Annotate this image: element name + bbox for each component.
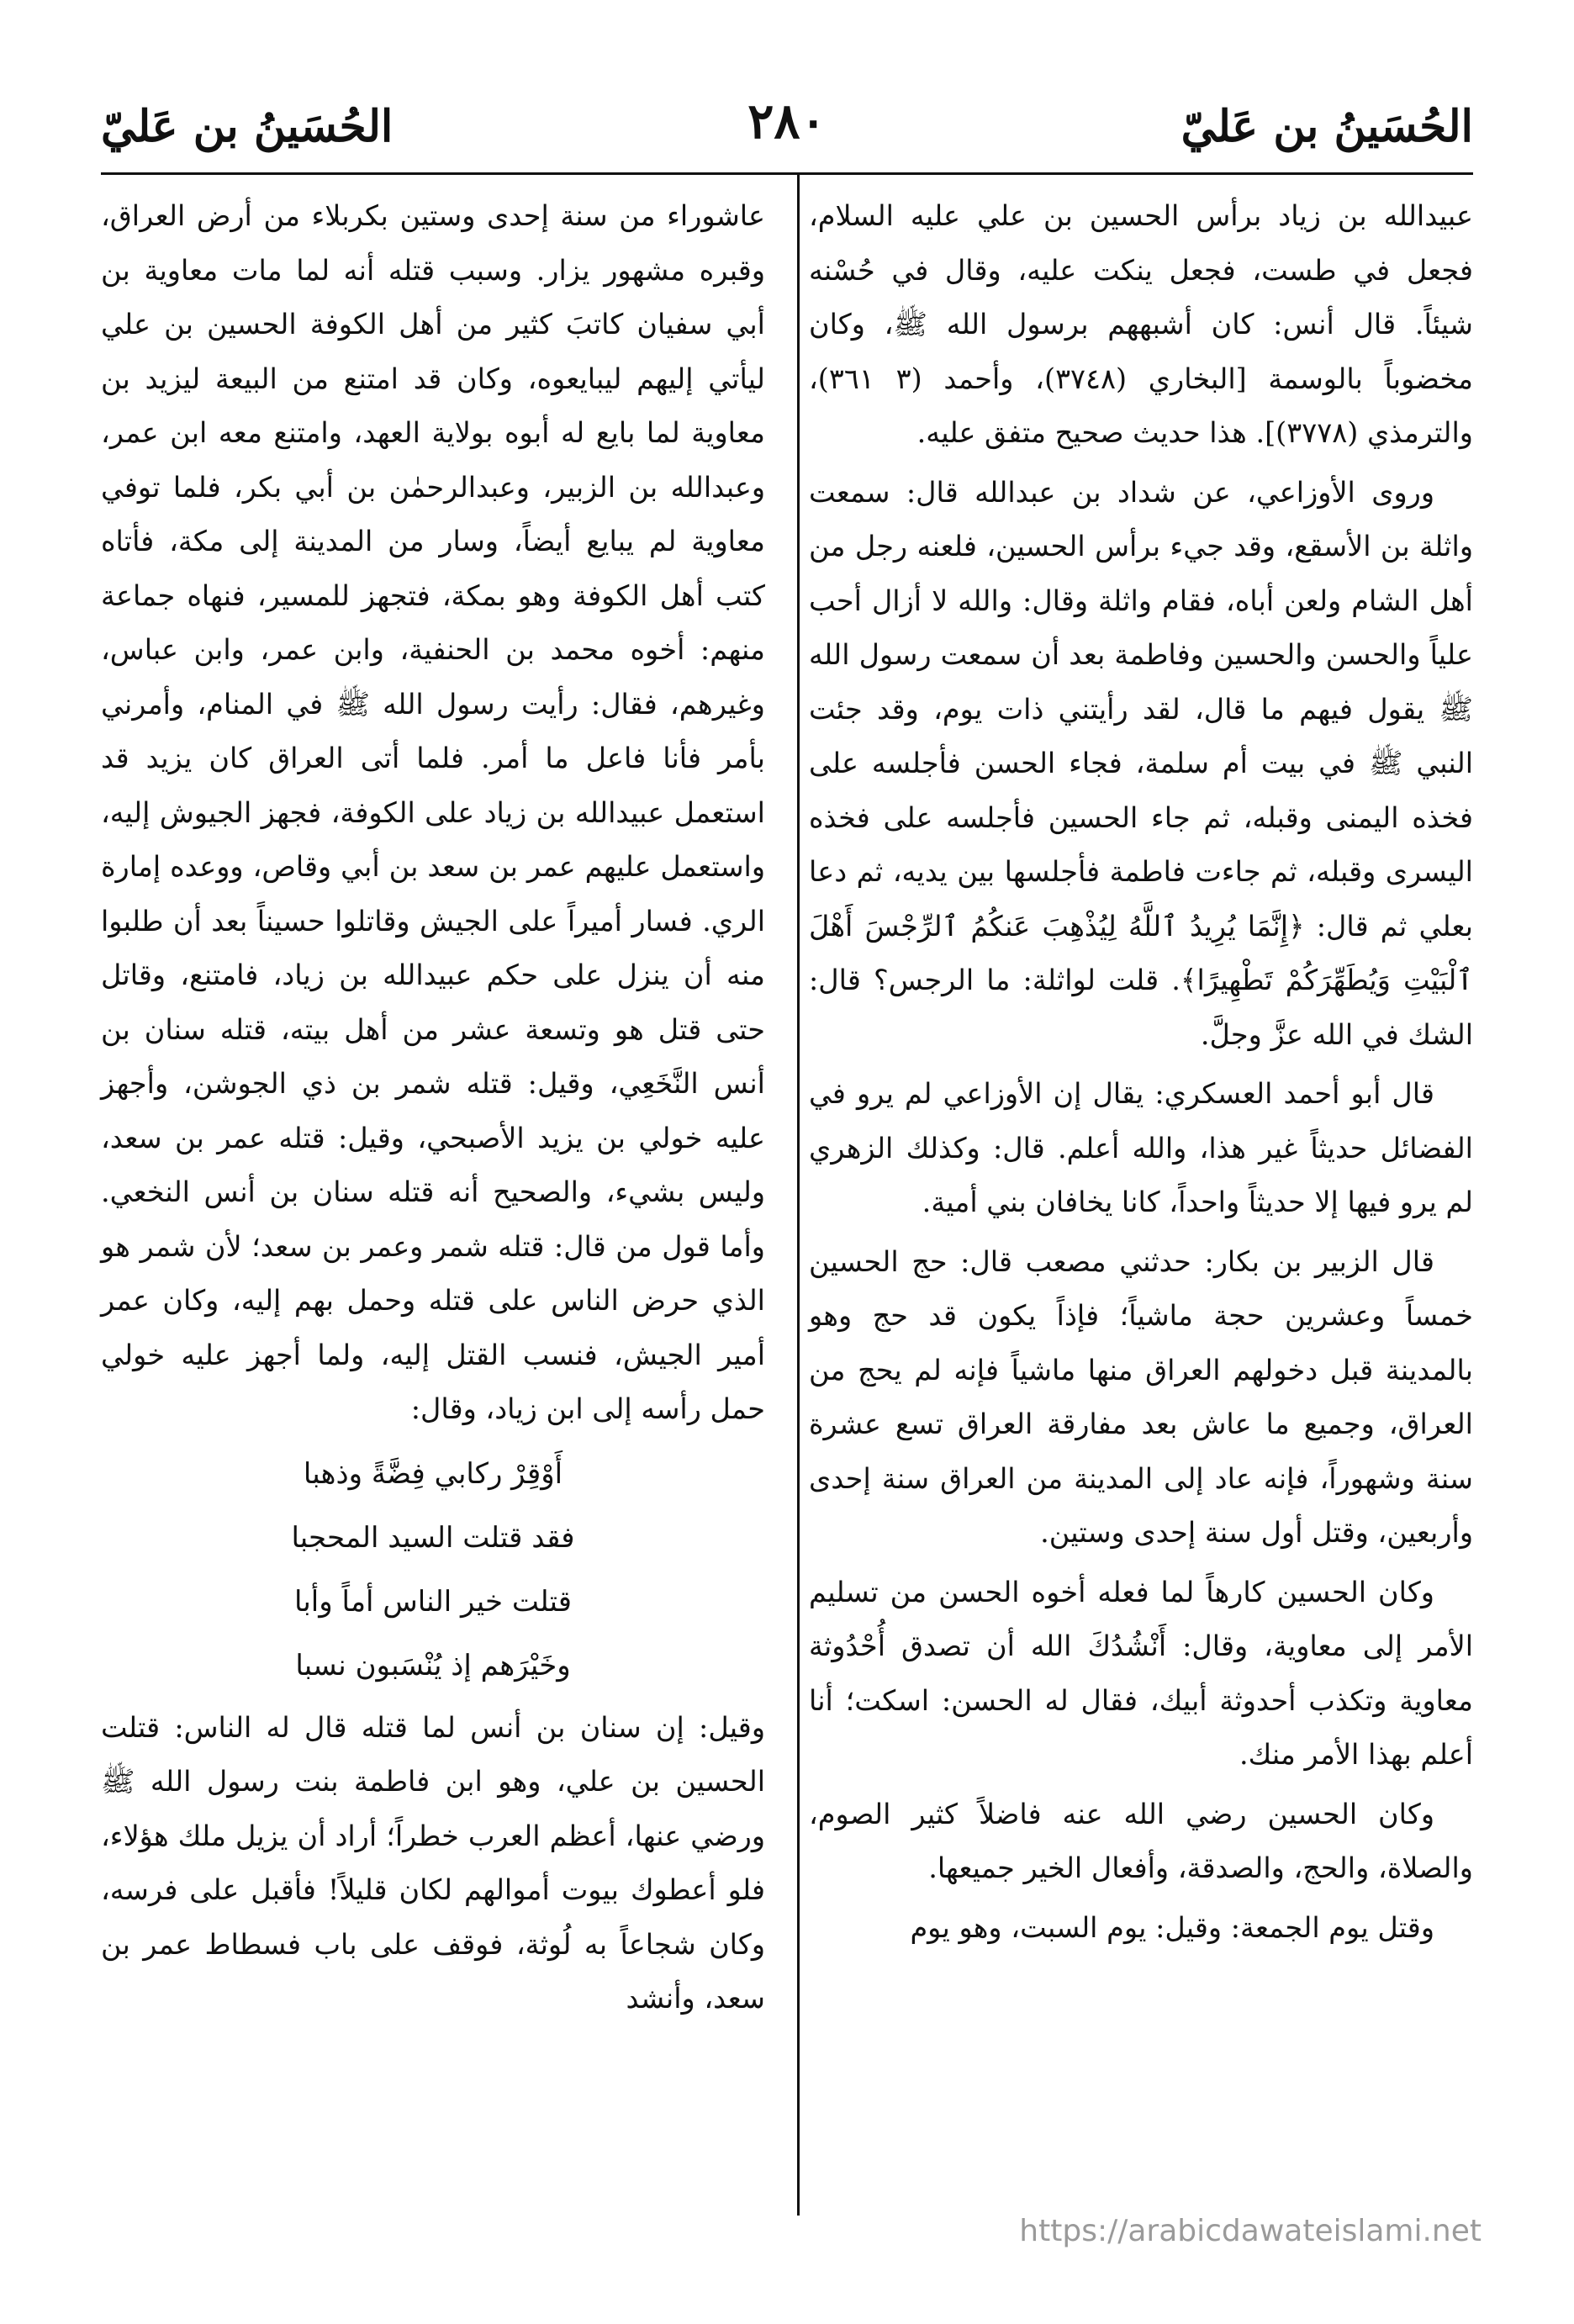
page-number: ٢٨٠ — [747, 92, 827, 150]
paragraph: وكان الحسين كارهاً لما فعله أخوه الحسن من تسليم الأمر إلى معاوية، وقال: أَنْشُدُكَ الله أن تصدق أُحْدُوثة معاوية وتكذب أحدوثة أبيك، فقال له الحسن: اسكت؛ أنا أعلم بهذا الأمر منك. — [809, 1575, 1473, 1771]
paragraph: وقتل يوم الجمعة: وقيل: يوم السبت، وهو يوم — [910, 1910, 1434, 1944]
right-column — [809, 189, 1473, 1960]
paragraph: قال الزبير بن بكار: حدثني مصعب قال: حج الحسين خمساً وعشرين حجة ماشياً؛ فإذاً يكون قد حج وهو بالمدينة قبل دخولهم العراق منها ماشياً فإنه لم يحج من العراق، وجميع ما عاش بعد مفارقة العراق تسع عشرة سنة وشهوراً، فإنه عاد إلى المدينة من العراق سنة إحدى وأربعين، وقتل أول سنة إحدى وستين. — [809, 1244, 1473, 1549]
paragraph: قال أبو أحمد العسكري: يقال إن الأوزاعي لم يرو في الفضائل حديثاً غير هذا، والله أعلم. قال: وكذلك الزهري لم يرو فيها إلا حديثاً واحداً، كانا يخافان بني أمية. — [809, 1077, 1473, 1218]
paragraph: وكان الحسين رضي الله عنه فاضلاً كثير الصوم، والصلاة، والحج، والصدقة، وأفعال الخير جميعها. — [809, 1797, 1473, 1884]
header-title-right: الحُسَينُ بن عَليّ — [1180, 101, 1473, 152]
poem-line: أَوْقِرْ ركابي فِضَّةً وذهبا — [303, 1456, 563, 1491]
poem-line: قتلت خير الناس أماً وأبا — [293, 1584, 573, 1619]
running-header — [101, 92, 1473, 168]
poem-line: فقد قتلت السيد المحجبا — [291, 1520, 575, 1555]
poem-line: وخَيْرَهم إذ يُنْسَبون نسبا — [295, 1648, 571, 1682]
watermark-url: https://arabicdawateislami.net — [1019, 2214, 1482, 2248]
left-column — [101, 189, 765, 2031]
paragraph: وروى الأوزاعي، عن شداد بن عبدالله قال: سمعت واثلة بن الأسقع، وقد جيء برأس الحسين، فلعنه رجل من أهل الشام ولعن أباه، فقام واثلة وقال: والله لا أزال أحب علياً والحسن والحسين وفاطمة بعد أن سمعت رسول الله ﷺ يقول فيهم ما قال، لقد رأيتني ذات يوم، وقد جئت النبي ﷺ في بيت أم سلمة، فجاء الحسن فأجلسه على فخذه اليمنى وقبله، ثم جاء الحسين فأجلسه على فخذه اليسرى وقبله، ثم جاءت فاطمة فأجلسها بين يديه، ثم دعا بعلي ثم قال: ﴿إِنَّمَا يُرِيدُ ٱللَّهُ لِيُذْهِبَ عَنكُمُ ٱلرِّجْسَ أَهْلَ ٱلْبَيْتِ وَيُطَهِّرَكُمْ تَطْهِيرًا﴾. قلت لواثلة: ما الرجس؟ قال: الشك في الله عزَّ وجلَّ. — [809, 475, 1473, 1051]
paragraph: عاشوراء من سنة إحدى وستين بكربلاء من أرض العراق، وقبره مشهور يزار. وسبب قتله أنه لما مات معاوية بن أبي سفيان كاتبَ كثير من أهل الكوفة الحسين بن علي ليأتي إليهم ليبايعوه، وكان قد امتنع من البيعة ليزيد بن معاوية لما بايع له أبوه بولاية العهد، وامتنع معه ابن عمر، وعبدالله بن الزبير، وعبدالرحمٰن بن أبي بكر، فلما توفي معاوية لم يبايع أيضاً، وسار من المدينة إلى مكة، فأتاه كتب أهل الكوفة وهو بمكة، فتجهز للمسير، فنهاه جماعة منهم: أخوه محمد بن الحنفية، وابن عمر، وابن عباس، وغيرهم، فقال: رأيت رسول الله ﷺ في المنام، وأمرني بأمر فأنا فاعل ما أمر. فلما أتى العراق كان يزيد قد استعمل عبيدالله بن زياد على الكوفة، فجهز الجيوش إليه، واستعمل عليهم عمر بن سعد بن أبي وقاص، ووعده إمارة الري. فسار أميراً على الجيش وقاتلوا حسيناً بعد أن طلبوا منه أن ينزل على حكم عبيدالله بن زياد، فامتنع، وقاتل حتى قتل هو وتسعة عشر من أهل بيته، قتله سنان بن أنس النَّخَعِي، وقيل: قتله شمر بن ذي الجوشن، وأجهز عليه خولي بن يزيد الأصبحي، وقيل: قتله عمر بن سعد، وليس بشيء، والصحيح أنه قتله سنان بن أنس النخعي. وأما قول من قال: قتله شمر وعمر بن سعد؛ لأن شمر هو الذي حرض الناس على قتله وحمل بهم إليه، وكان عمر أمير الجيش، فنسب القتل إليه، ولما أجهز عليه خولي حمل رأسه إلى ابن زياد، وقال: — [101, 199, 765, 1425]
paragraph: وقيل: إن سنان بن أنس لما قتله قال له الناس: قتلت الحسين بن علي، وهو ابن فاطمة بنت رسول الله ﷺ ورضي عنها، أعظم العرب خطراً؛ أراد أن يزيل ملك هؤلاء، فلو أعطوك بيوت أموالهم لكان قليلاً! فأقبل على فرسه، وكان شجاعاً به لُوثة، فوقف على باب فسطاط عمر بن سعد، وأنشد — [101, 1710, 765, 2015]
header-rule — [101, 172, 1473, 175]
poem — [101, 1442, 765, 1698]
paragraph: عبيدالله بن زياد برأس الحسين بن علي عليه السلام، فجعل في طست، فجعل ينكت عليه، وقال في حُسْنه شيئاً. قال أنس: كان أشبههم برسول الله ﷺ، وكان مخضوباً بالوسمة [البخاري (٣٧٤٨)، وأحمد (٣ ٣٦١)، والترمذي (٣٧٧٨)]. هذا حديث صحيح متفق عليه. — [809, 199, 1473, 449]
header-title-left: الحُسَينُ بن عَليّ — [101, 101, 394, 152]
column-divider — [797, 172, 800, 2216]
